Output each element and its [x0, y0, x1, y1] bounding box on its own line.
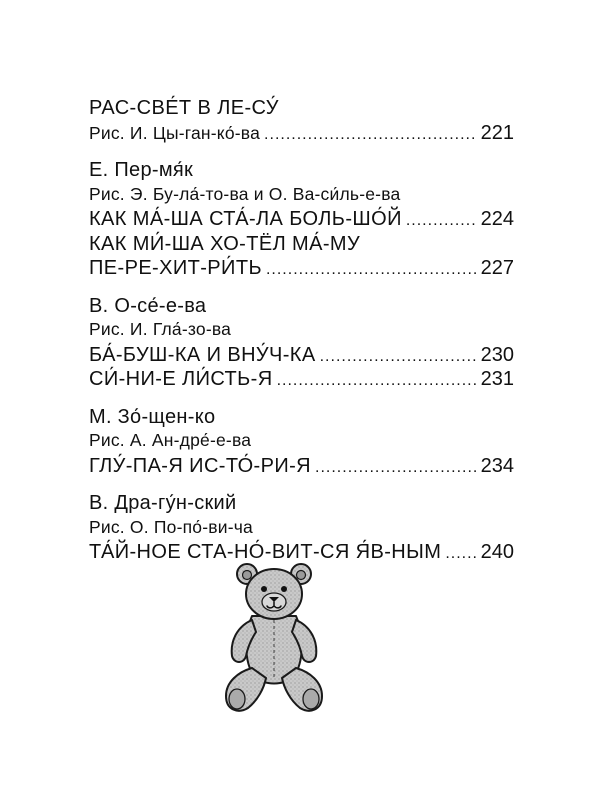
toc-line-with-page: [89, 455, 514, 480]
toc-title: [89, 97, 514, 122]
dot-leader: [264, 126, 477, 144]
toc-illustrator: [89, 430, 514, 455]
story-title-continued: ПЕ-РЕ-ХИТ-РИ́ТЬ: [89, 257, 262, 279]
toc-author: [89, 492, 514, 517]
story-title: ГЛУ́-ПА-Я ИС-ТО́-РИ-Я: [89, 454, 312, 477]
toc-illustrator: [89, 184, 514, 209]
story-title: ТА́Й-НОЕ СТА-НО́-ВИТ-СЯ Я́В-НЫМ: [89, 541, 442, 563]
illustrator-credit: Рис. И. Цы-ган-ко́-ва: [89, 122, 261, 143]
toc-author: [89, 406, 514, 431]
illustrator-credit: Рис. О. По-по́-ви-ча: [89, 516, 253, 537]
story-title: РАС-СВЕ́Т В ЛЕ-СУ́: [89, 97, 279, 119]
dot-leader: [320, 348, 477, 366]
toc-illustrator: [89, 319, 514, 344]
page-number: 227: [480, 257, 514, 279]
toc-line-with-page: [89, 368, 514, 393]
page-number: 221: [480, 121, 514, 144]
dot-leader: [445, 545, 476, 563]
toc-illustrator: [89, 517, 514, 542]
dot-leader: [315, 459, 477, 477]
toc-line-with-page: [89, 257, 514, 282]
page-number: 230: [480, 343, 514, 366]
page-number: 240: [480, 541, 514, 563]
toc-title: [89, 233, 514, 258]
story-title: КАК МИ́-ША ХО-ТЁЛ МА́-МУ: [89, 232, 361, 255]
dot-leader: [406, 212, 477, 230]
story-title: КАК МА́-ША СТА́-ЛА БОЛЬ-ШО́Й: [89, 208, 402, 230]
toc-author: [89, 295, 514, 320]
illustrator-credit: Рис. Э. Бу-ла́-то-ва и О. Ва-си́ль-е-ва: [89, 183, 401, 204]
author-name: М. Зо́-щен-ко: [89, 405, 216, 428]
author-name: В. Дра-гу́н-ский: [89, 492, 237, 514]
toc-author: [89, 159, 514, 184]
toc-line-with-page: [89, 344, 514, 369]
page-number: 234: [480, 454, 514, 477]
page-number: 231: [480, 368, 514, 390]
teddy-bear-icon: [222, 558, 326, 716]
illustrator-credit: Рис. И. Гла́-зо-ва: [89, 319, 232, 339]
page-number: 224: [480, 208, 514, 230]
story-title: СИ́-НИ-Е ЛИ́СТЬ-Я: [89, 368, 273, 390]
table-of-contents: [89, 97, 514, 566]
illustrator-credit: Рис. А. Ан-дре́-е-ва: [89, 430, 252, 450]
author-name: Е. Пер-мя́к: [89, 159, 194, 181]
toc-line-with-page: [89, 122, 514, 147]
dot-leader: [277, 372, 477, 390]
toc-line-with-page: [89, 208, 514, 233]
author-name: В. О-се́-е-ва: [89, 294, 207, 317]
story-title: БА́-БУШ-КА И ВНУ́Ч-КА: [89, 343, 316, 366]
dot-leader: [266, 261, 477, 279]
